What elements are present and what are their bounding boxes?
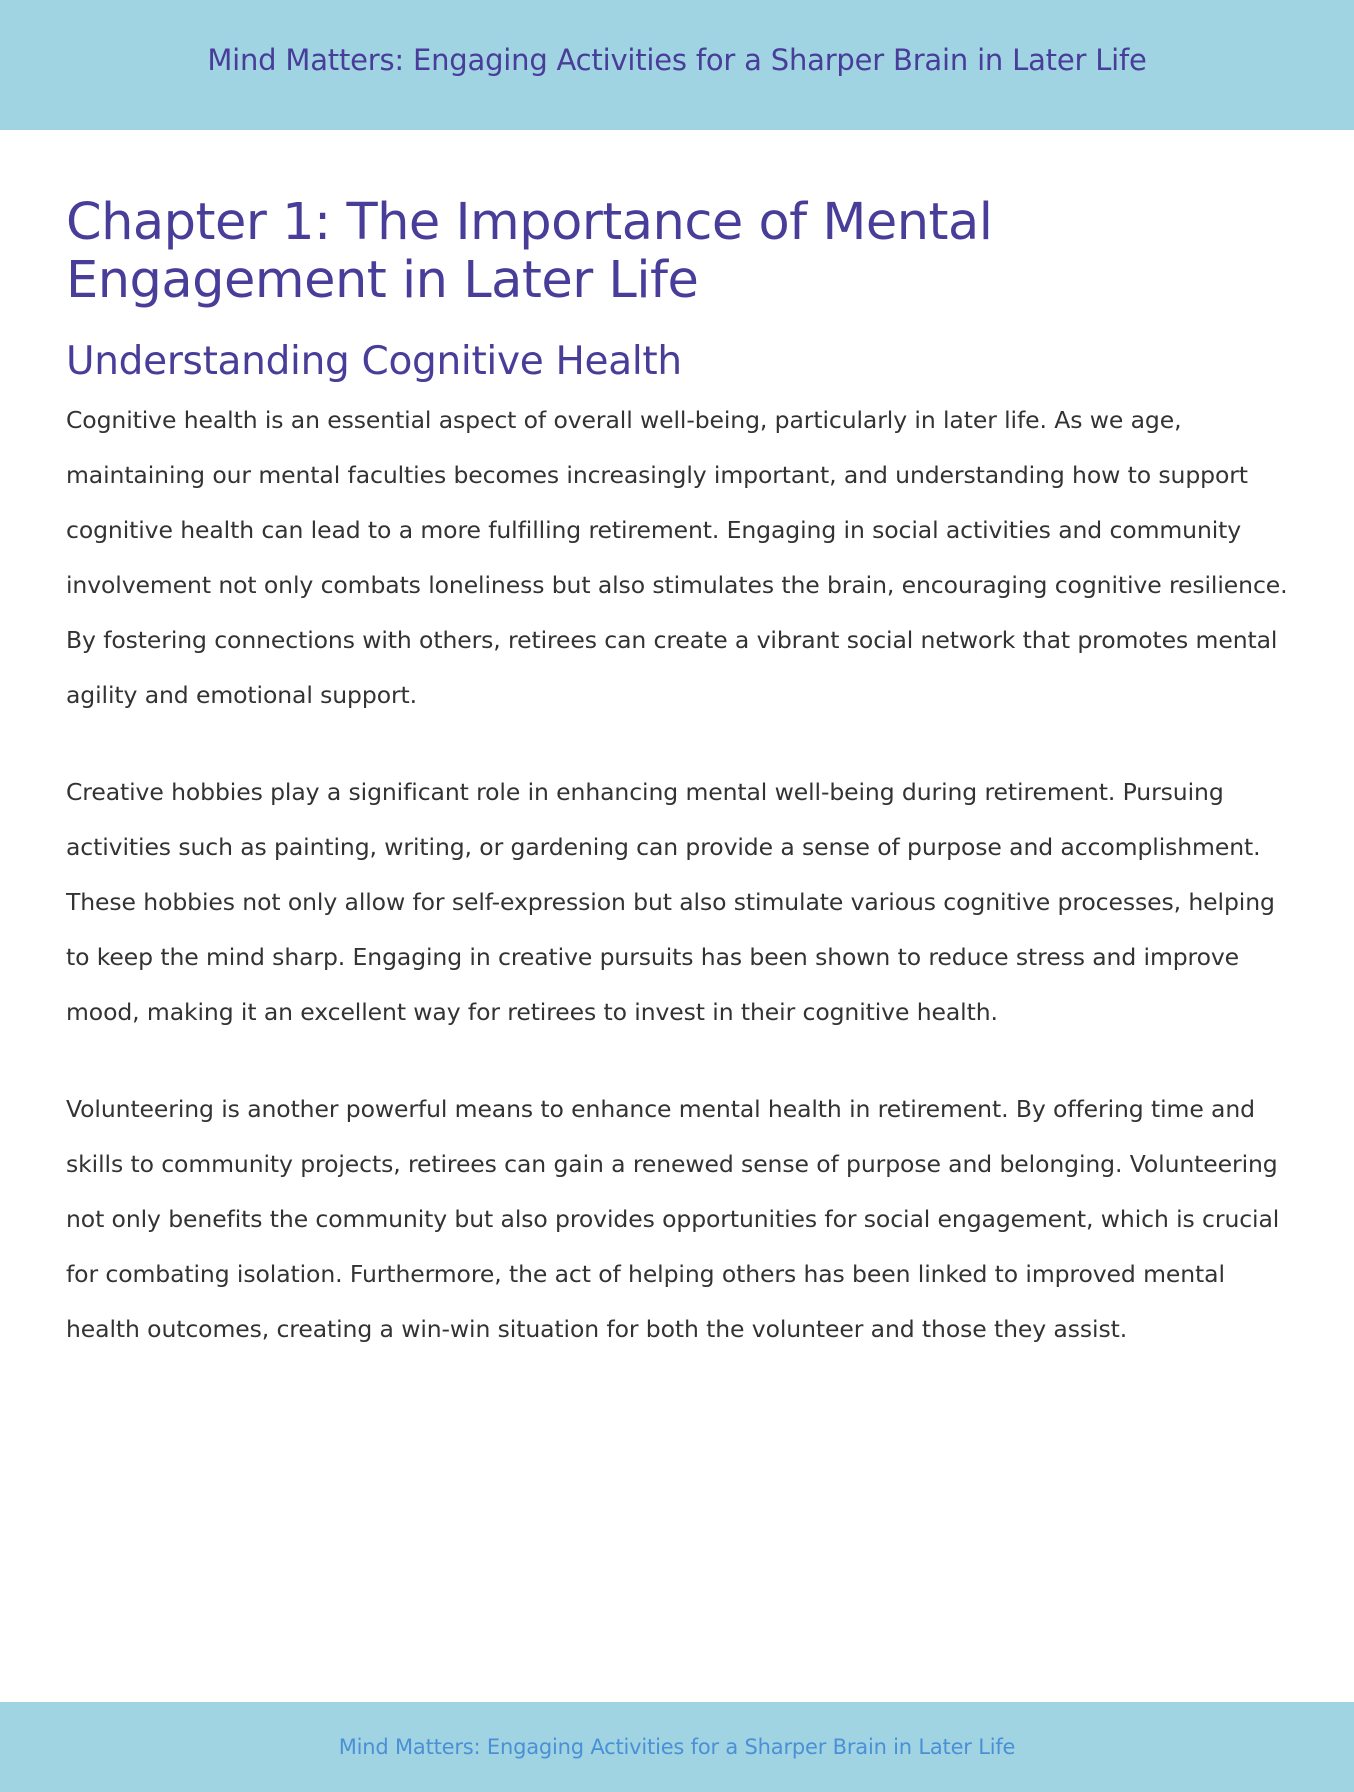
paragraph: Cognitive health is an essential aspect of overall well-being, particularly in later life. As we age, maintaining our mental faculties becomes increasingly important, and understanding how to support cognitive health can lead to a more fulfilling retirement. Engaging in social activities and community involvement not only combats loneliness but also stimulates the brain, encouraging cognitive resilience. By fostering connections with others, retirees can create a vibrant social network that promotes mental agility and emotional support. [66,406,1288,709]
chapter-title: Chapter 1: The Importance of Mental Engagement in Later Life [66,193,993,310]
section-title: Understanding Cognitive Health [66,339,682,384]
chapter-content [66,194,1298,1357]
book-title: Mind Matters: Engaging Activities for a Sharper Brain in Later Life [207,43,1147,77]
paragraph: Volunteering is another powerful means to enhance mental health in retirement. By offering time and skills to community projects, retirees can gain a renewed sense of purpose and belonging. Volunteering not only benefits the community but also provides opportunities for social engagement, which is crucial for combating isolation. Furthermore, the act of helping others has been linked to improved mental health outcomes, creating a win-win situation for both the volunteer and those they assist. [66,1095,1280,1343]
footer-text: Mind Matters: Engaging Activities for a Sharper Brain in Later Life [338,1735,1016,1759]
page-footer [0,1702,1354,1792]
paragraph: Creative hobbies play a significant role in enhancing mental well-being during retirement. Pursuing activities such as painting, writing, or gardening can provide a sense of purpose and accomplishment. These hobbies not only allow for self-expression but also stimulate various cognitive processes, helping to keep the mind sharp. Engaging in creative pursuits has been shown to reduce stress and improve mood, making it an excellent way for retirees to invest in their cognitive health. [66,778,1275,1026]
page-header [0,0,1354,130]
